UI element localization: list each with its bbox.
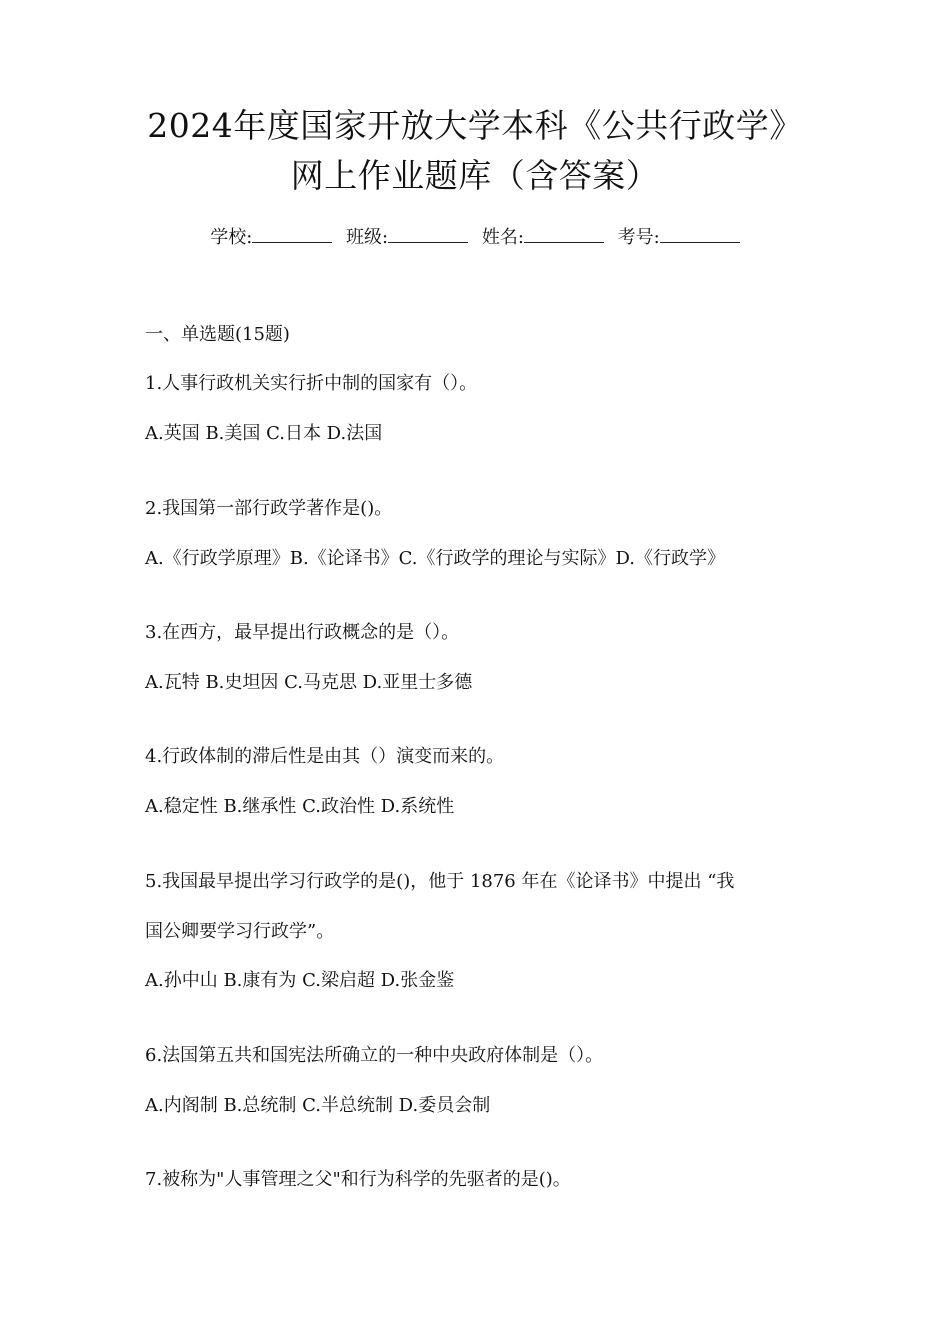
class-blank (388, 224, 468, 243)
question-4-options: A.稳定性 B.继承性 C.政治性 D.系统性 (145, 796, 455, 817)
document-title-line1: 2024年度国家开放大学本科《公共行政学》 (147, 106, 803, 145)
question-5-options: A.孙中山 B.康有为 C.梁启超 D.张金鉴 (145, 970, 455, 991)
question-1-stem: 1.人事行政机关实行折中制的国家有（）。 (145, 373, 478, 394)
student-info-row (0, 224, 950, 251)
name-label: 姓名: (481, 227, 524, 248)
question-1-options: A.英国 B.美国 C.日本 D.法国 (145, 423, 383, 444)
question-3-stem: 3.在西方，最早提出行政概念的是（）。 (145, 622, 460, 643)
question-4-stem: 4.行政体制的滞后性是由其（）演变而来的。 (145, 746, 505, 767)
school-label: 学校: (210, 227, 253, 248)
question-2-options: A.《行政学原理》B.《论译书》C.《行政学的理论与实际》D.《行政学》 (145, 548, 726, 569)
question-6-stem: 6.法国第五共和国宪法所确立的一种中央政府体制是（）。 (145, 1045, 604, 1066)
document-title-line2: 网上作业题库（含答案） (290, 156, 660, 195)
school-blank (252, 224, 332, 243)
question-5-stem-line2: 国公卿要学习行政学”。 (145, 921, 335, 942)
question-2-stem: 2.我国第一部行政学著作是()。 (145, 498, 393, 519)
section-heading: 一、单选题(15题) (145, 324, 290, 345)
exam-number-blank (660, 224, 740, 243)
question-3-options: A.瓦特 B.史坦因 C.马克思 D.亚里士多德 (145, 672, 473, 693)
exam-number-label: 考号: (617, 227, 660, 248)
class-label: 班级: (346, 227, 389, 248)
exam-number-field (618, 224, 740, 251)
question-6-options: A.内阁制 B.总统制 C.半总统制 D.委员会制 (145, 1095, 491, 1116)
question-5-stem-line1: 5.我国最早提出学习行政学的是()，他于 1876 年在《论译书》中提出 “我 (145, 871, 735, 892)
class-field (346, 224, 468, 251)
question-7-stem: 7.被称为"人事管理之父"和行为科学的先驱者的是()。 (145, 1169, 571, 1190)
school-field (210, 224, 332, 251)
name-field (482, 224, 604, 251)
name-blank (524, 224, 604, 243)
